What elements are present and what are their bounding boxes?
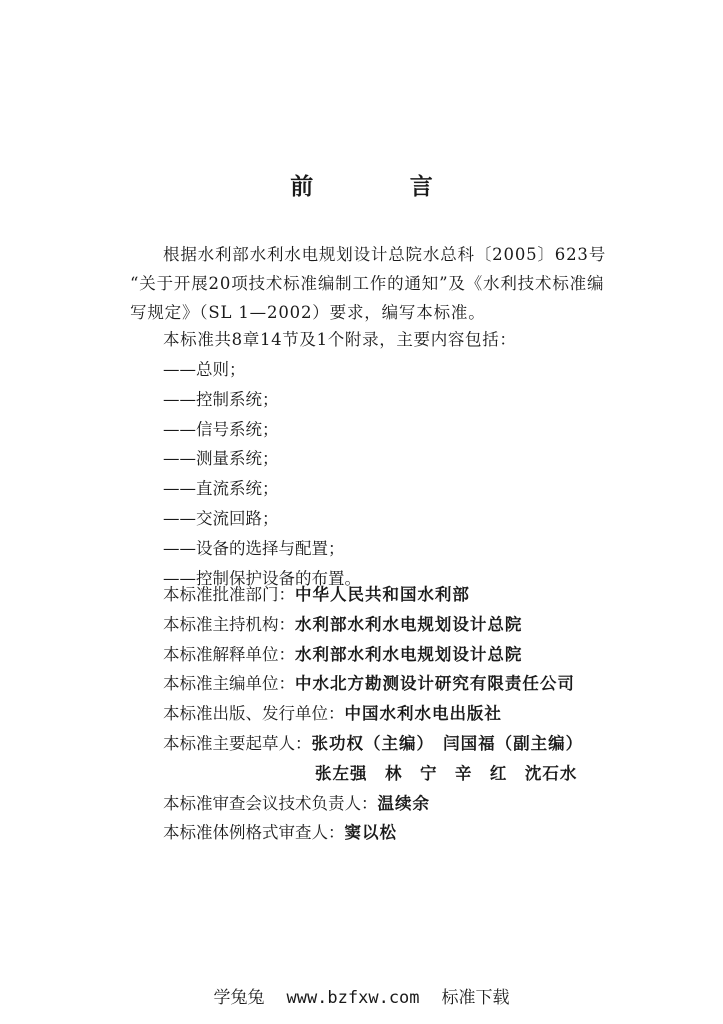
contents-list [163,355,361,593]
info-value: 温续余 [377,793,430,813]
info-label: 本标准批准部门： [163,585,295,604]
info-row [163,818,583,848]
info-value: 张功权（主编） 闫国福（副主编） [311,733,584,753]
info-row [163,669,583,699]
info-row [163,580,583,610]
info-label: 本标准主编单位： [163,674,295,694]
info-value: 水利部水利水电规划设计总院 [295,644,523,664]
info-label: 本标准体例格式审查人： [163,823,345,843]
contents-item: ——交流回路； [163,508,279,528]
info-label: 本标准主要起草人： [163,733,312,753]
intro-paragraph [130,240,650,327]
info-label: 本标准出版、发行单位： [163,704,345,724]
info-value: 水利部水利水电规划设计总院 [295,614,523,634]
contents-item: ——设备的选择与配置； [163,538,345,558]
footer-site-link[interactable]: www.bzfxw.com [286,988,420,1008]
info-label: 本标准审查会议技术负责人： [163,793,378,813]
footer-right-text: 标准下载 [441,988,510,1008]
info-value: 中华人民共和国水利部 [295,585,470,604]
contents-item: ——总则； [163,360,246,379]
info-row-continuation [163,759,583,789]
info-label: 本标准主持机构： [163,614,295,634]
contents-item: ——测量系统； [163,449,279,469]
info-value: 中国水利水电出版社 [344,704,502,724]
intro-line: “关于开展20项技术标准编制工作的通知”及《水利技术标准编 [130,274,605,293]
standard-info [163,580,583,848]
contents-item: ——控制保护设备的布置。 [163,568,361,588]
info-row [163,640,583,670]
info-row [163,699,583,729]
contents-item: ——信号系统； [163,419,279,439]
contents-item: ——直流系统； [163,479,279,499]
footer-left-text: 学兔兔 [213,988,265,1008]
info-row [163,729,583,759]
summary-paragraph: 本标准共8章14节及1个附录，主要内容包括： [163,330,517,349]
contents-item: ——控制系统； [163,389,279,409]
info-value: 中水北方勘测设计研究有限责任公司 [295,674,575,694]
info-value: 窦以松 [344,823,397,843]
intro-line: 根据水利部水利水电规划设计总院水总科〔2005〕623号 [163,245,607,264]
info-row [163,610,583,640]
info-row [163,789,583,819]
info-value: 张左强 林 宁 辛 红 沈石水 [315,763,578,783]
watermark-footer [0,983,723,1008]
page-title: 前 言 [290,174,470,200]
intro-line: 写规定》（SL 1—2002）要求，编写本标准。 [130,303,486,322]
info-label: 本标准解释单位： [163,644,295,664]
